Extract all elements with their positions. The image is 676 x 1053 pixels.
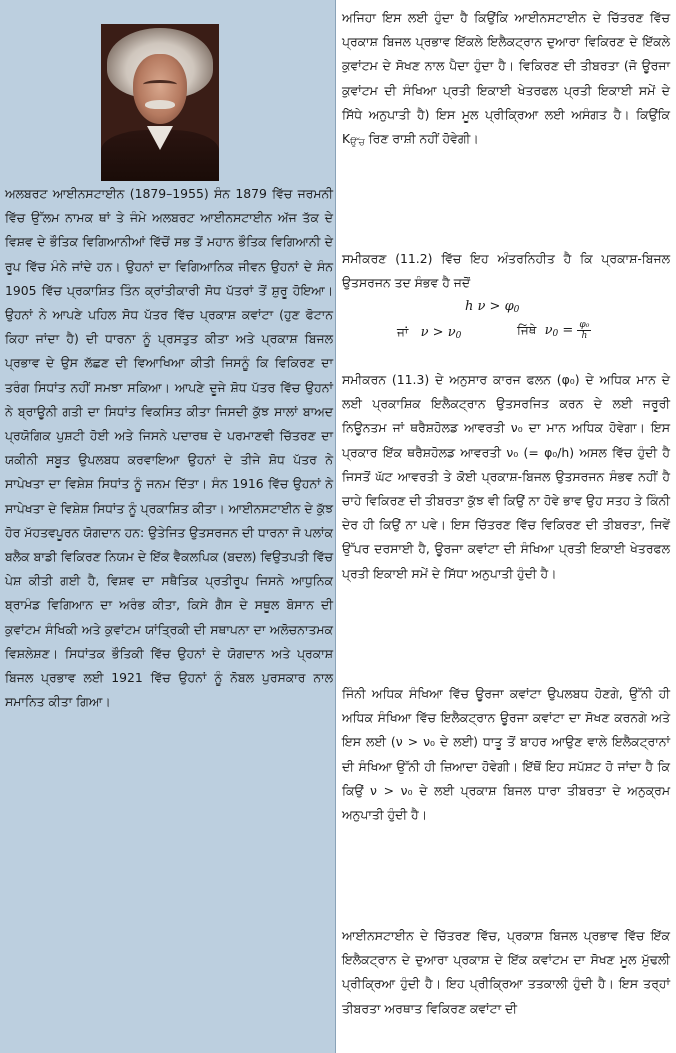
portrait-eyes xyxy=(143,80,177,89)
paragraph-intensity-end: ਰਿਣ ਰਾਸ਼ੀ ਨਹੀਂ ਹੋਵੇਗੀ। xyxy=(364,131,479,147)
formula-h-nu-sub: 0 xyxy=(513,305,520,315)
formula-where-eq: = xyxy=(562,323,574,338)
paragraph-quanta-number: ਜਿੰਨੀ ਅਧਿਕ ਸੰਖਿਆ ਵਿੱਚ ਊਰਜਾ ਕਵਾਂਟਾ ਉਪਲਬਧ ਹੋਣਗੇ, ਉੱਨੀ ਹੀ ਅਧਿਕ ਸੰਖਿਆ ਵਿੱਚ ਇਲੈਕਟ੍ਰਾਨ ਊਰਜਾ ਕਵਾਂਟਾ ਦਾ ਸੋਖਣ ਕਰਨਗੇ ਅਤੇ ਇਸ ਲਈ (ν > ν₀ ਦੇ ਲਈ) ਧਾਤੂ ਤੋਂ ਬਾਹਰ ਆਉਣ ਵਾਲੇ ਇਲੈਕਟ੍ਰਾਨਾਂ ਦੀ ਸੰਖਿਆ ਉੱਨੀ ਹੀ ਜ਼ਿਆਦਾ ਹੋਵੇਗੀ। ਇੱਥੋਂ ਇਹ ਸਪੱਸ਼ਟ ਹੋ ਜਾਂਦਾ ਹੈ ਕਿ ਕਿਉਂ ν > ν₀ ਦੇ ਲਈ ਪ੍ਰਕਾਸ਼ ਬਿਜਲ ਧਾਰਾ ਤੀਬਰਤਾ ਦੇ ਅਨੁਕ੍ਰਮ ਅਨੁਪਾਤੀ ਹੁੰਦੀ ਹੈ। xyxy=(342,686,670,823)
formula-where-lhs: ν xyxy=(544,323,553,338)
formula-fraction xyxy=(577,320,591,341)
fraction-numerator: φ₀ xyxy=(579,320,590,330)
albert-einstein-portrait xyxy=(101,24,219,181)
paragraph-threshold: ਸਮੀਕਰਨ (11.3) ਦੇ ਅਨੁਸਾਰ ਕਾਰਜ ਫਲਨ (φ₀) ਦੇ ਅਧਿਕ ਮਾਨ ਦੇ ਲਈ ਪ੍ਰਕਾਸ਼ਿਕ ਇਲੈਕਟ੍ਰਾਨ ਉਤਸਰਜਿਤ ਕਰਨ ਦੇ ਲਈ ਜਰੂਰੀ ਨਿਊਨਤਮ ਜਾਂ ਥਰੈਸ਼ਹੋਲਡ ਆਵਰਤੀ ν₀ ਦਾ ਮਾਨ ਅਧਿਕ ਹੋਵੇਗਾ। ਇਸ ਪ੍ਰਕਾਰ ਇੱਕ ਥਰੈਸ਼ਹੋਲਡ ਆਵਰਤੀ ν₀ (= φ₀/h) ਅਸਲ ਵਿੱਚ ਹੁੰਦੀ ਹੈ ਜਿਸਤੋਂ ਘੱਟ ਆਵਰਤੀ ਤੇ ਕੋਈ ਪ੍ਰਕਾਸ਼-ਬਿਜਲ ਉਤਸਰਜਨ ਸੰਭਵ ਨਹੀਂ ਹੈ ਚਾਹੇ ਵਿਕਿਰਣ ਦੀ ਤੀਬਰਤਾ ਕੁੱਝ ਵੀ ਕਿਉਂ ਨਾ ਹੋਵੇ ਭਾਵ ਉਹ ਸਤਹ ਤੇ ਕਿੰਨੀ ਦੇਰ ਹੀ ਕਿਉਂ ਨਾ ਪਵੇ। ਇਸ ਚਿੱਤਰਣ ਵਿੱਚ ਵਿਕਿਰਣ ਦੀ ਤੀਬਰਤਾ, ਜਿਵੇਂ ਉੱਪਰ ਦਰਸਾਈ ਹੈ, ਊਰਜਾ ਕਵਾਂਟਾ ਦੀ ਸੰਖਿਆ ਪ੍ਰਤੀ ਇਕਾਈ ਖੇਤਰਫਲ ਪ੍ਰਤੀ ਇਕਾਈ ਸਮੇਂ ਦੇ ਸਿੱਧਾ ਅਨੁਪਾਤੀ ਹੁੰਦੀ ਹੈ। xyxy=(342,372,670,581)
formula-nu-threshold xyxy=(397,325,461,341)
formula-where-lhs-sub: 0 xyxy=(552,329,559,339)
paragraph-intensity-text: ਅਜਿਹਾ ਇਸ ਲਈ ਹੁੰਦਾ ਹੈ ਕਿਉਂਕਿ ਆਈਨਸਟਾਈਨ ਦੇ ਚਿੱਤਰਣ ਵਿੱਚ ਪ੍ਰਕਾਸ਼ ਬਿਜਲ ਪ੍ਰਭਾਵ ਇੱਕਲੇ ਇਲੈਕਟ੍ਰਾਨ ਦੁਆਰਾ ਵਿਕਿਰਣ ਦੇ ਇੱਕਲੇ ਕੁਵਾਂਟਮ ਦੇ ਸੋਖਣ ਨਾਲ ਪੈਦਾ ਹੁੰਦਾ ਹੈ। ਵਿਕਿਰਣ ਦੀ ਤੀਬਰਤਾ (ਜੋ ਊਰਜਾ ਕੁਵਾਂਟਮ ਦੀ ਸੰਖਿਆ ਪ੍ਰਤੀ ਇਕਾਈ ਖੇਤਰਫਲ ਪ੍ਰਤੀ ਇਕਾਈ ਸਮੇਂ ਦੇ ਸਿੱਧੇ ਅਨੁਪਾਤੀ ਹੈ) ਇਸ ਮੂਲ ਪ੍ਰੀਕ੍ਰਿਆ ਲਈ ਅਸੰਗਤ ਹੈ। ਕਿਉਂਕਿ K xyxy=(342,10,670,147)
biography-paragraph: ਅਲਬਰਟ ਆਈਨਸਟਾਈਨ (1879–1955) ਸੰਨ 1879 ਵਿੱਚ ਜਰਮਨੀ ਵਿੱਚ ਉੱਲਮ ਨਾਮਕ ਥਾਂ ਤੇ ਜੰਮੇ ਅਲਬਰਟ ਆਈਨਸਟਾਈਨ ਅੱਜ ਤੱਕ ਦੇ ਵਿਸ਼ਵ ਦੇ ਭੌਤਿਕ ਵਿਗਿਆਨੀਆਂ ਵਿੱਚੋਂ ਸਭ ਤੋਂ ਮਹਾਨ ਭੌਤਿਕ ਵਿਗਿਆਨੀ ਦੇ ਰੂਪ ਵਿੱਚ ਮੰਨੇ ਜਾਂਦੇ ਹਨ। ਉਹਨਾਂ ਦਾ ਵਿਗਿਆਨਿਕ ਜੀਵਨ ਉਹਨਾਂ ਦੇ ਸੰਨ 1905 ਵਿੱਚ ਪ੍ਰਕਾਸ਼ਿਤ ਤਿੰਨ ਕ੍ਰਾਂਤੀਕਾਰੀ ਸੋਧ ਪੱਤਰਾਂ ਤੋਂ ਸ਼ੁਰੂ ਹੋਇਆ। ਉਹਨਾਂ ਨੇ ਆਪਣੇ ਪਹਿਲ ਸੋਧ ਪੱਤਰ ਵਿੱਚ ਪ੍ਰਕਾਸ਼ ਕਵਾਂਟਾ (ਹੁਣ ਫੋਟਾਨ ਕਿਹਾ ਜਾਂਦਾ ਹੈ) ਦੀ ਧਾਰਨਾ ਨੂੰ ਪ੍ਰਸਤੁਤ ਕੀਤਾ ਅਤੇ ਪ੍ਰਕਾਸ਼ ਬਿਜਲ ਪ੍ਰਭਾਵ ਦੇ ਉਸ ਲੱਛਣ ਦੀ ਵਿਆਖਿਆ ਕੀਤੀ ਜਿਸਨੂੰ ਕਿ ਵਿਕਿਰਣ ਦਾ ਤਰੰਗ ਸਿਧਾਂਤ ਨਹੀਂ ਸਮਝਾ ਸਕਿਆ। ਆਪਣੇ ਦੂਜੇ ਸ਼ੋਧ ਪੱਤਰ ਵਿੱਚ ਉਹਨਾਂ ਨੇ ਬ੍ਰਾਊਨੀ ਗਤੀ ਦਾ ਸਿਧਾਂਤ ਵਿਕਸਿਤ ਕੀਤਾ ਜਿਸਦੀ ਕੁੱਝ ਸਾਲਾਂ ਬਾਅਦ ਪ੍ਰਯੋਗਿਕ ਪੁਸ਼ਟੀ ਹੋਈ ਅਤੇ ਜਿਸਨੇ ਪਦਾਰਥ ਦੇ ਪਰਮਾਣਵੀ ਚਿੱਤਰਣ ਦਾ ਯਕੀਨੀ ਸਬੂਤ ਉਪਲਬਧ ਕਰਵਾਇਆ ਉਹਨਾਂ ਦੇ ਤੀਜੇ ਸ਼ੋਧ ਪੱਤਰ ਨੇ ਸਾਪੇਖਤਾ ਦਾ ਵਿਸ਼ੇਸ਼ ਸਿਧਾਂਤ ਨੂੰ ਜਨਮ ਦਿੱਤਾ। ਸੰਨ 1916 ਵਿੱਚ ਉਹਨਾਂ ਨੇ ਸਾਪੇਖਤਾ ਦੇ ਵਿਸ਼ੇਸ਼ ਸਿਧਾਂਤ ਨੂੰ ਪ੍ਰਕਾਸ਼ਿਤ ਕੀਤਾ। ਆਈਨਸਟਾਈਨ ਦੇ ਕੁੱਝ ਹੋਰ ਮੱਹਤਵਪੂਰਨ ਯੋਗਦਾਨ ਹਨ: ਉਤੇਜਿਤ ਉਤਸਰਜਨ ਦੀ ਧਾਰਨਾ ਜੋ ਪਲਾਂਕ ਬਲੈਕ ਬਾਡੀ ਵਿਕਿਰਣ ਨਿਯਮ ਦੇ ਇੱਕ ਵੈਕਲਪਿਕ (ਬਦਲ) ਵਿਉਤਪਤੀ ਵਿੱਚ ਪੇਸ਼ ਕੀਤੀ ਗਈ ਹੈ, ਵਿਸ਼ਵ ਦਾ ਸਥੈਤਿਕ ਪ੍ਰਤੀਰੂਪ ਜਿਸਨੇ ਆਧੁਨਿਕ ਬ੍ਰਾਮੰਡ ਵਿਗਿਆਨ ਦਾ ਅਰੰਭ ਕੀਤਾ, ਕਿਸੇ ਗੈਸ ਦੇ ਸਥੂਲ ਬੋਸਾਨ ਦੀ ਕੁਵਾਂਟਮ ਸੰਖਿਕੀ ਅਤੇ ਕੁਵਾਂਟਮ ਯਾਂਤ੍ਰਿਕੀ ਦੀ ਸਥਾਪਨਾ ਦਾ ਅਲੋਚਨਾਤਮਕ ਵਿਸ਼ਲੇਸ਼ਣ। ਸਿਧਾਂਤਕ ਭੌਤਿਕੀ ਵਿੱਚ ਉਹਨਾਂ ਦੇ ਯੋਗਦਾਨ ਅਤੇ ਪ੍ਰਕਾਸ਼ ਬਿਜਲ ਪ੍ਰਭਾਵ ਲਈ 1921 ਵਿੱਚ ਉਹਨਾਂ ਨੂੰ ਨੋਬਲ ਪੁਰਸਕਾਰ ਨਾਲ ਸਮਾਨਿਤ ਕੀਤਾ ਗਿਆ। xyxy=(5,186,333,710)
formula-h-nu-text: h ν > φ xyxy=(465,299,514,314)
k-subscript: ਉੱਚ xyxy=(350,138,365,149)
formula-where xyxy=(517,320,591,341)
formula-h-nu xyxy=(465,299,519,315)
formula-or-word: ਜਾਂ xyxy=(397,325,409,339)
paragraph-einstein-picture: ਆਈਨਸਟਾਈਨ ਦੇ ਚਿੱਤਰਣ ਵਿੱਚ, ਪ੍ਰਕਾਸ਼ ਬਿਜਲ ਪ੍ਰਭਾਵ ਵਿੱਚ ਇੱਕ ਇਲੈਕਟ੍ਰਾਨ ਦੇ ਦੁਆਰਾ ਪ੍ਰਕਾਸ਼ ਦੇ ਇੱਕ ਕਵਾਂਟਮ ਦਾ ਸੋਖਣ ਮੂਲ ਮੁੱਢਲੀ ਪ੍ਰੀਕ੍ਰਿਆ ਹੁੰਦੀ ਹੈ। ਇਹ ਪ੍ਰੀਕ੍ਰਿਆ ਤਤਕਾਲੀ ਹੁੰਦੀ ਹੈ। ਇਸ ਤਰ੍ਹਾਂ ਤੀਬਰਤਾ ਅਰਥਾਤ ਵਿਕਿਰਣ ਕਵਾਂਟਾ ਦੀ xyxy=(342,928,670,1016)
right-column xyxy=(337,0,676,1053)
paragraph-intensity xyxy=(342,6,670,155)
einstein-biography-box xyxy=(0,0,336,1053)
portrait-face xyxy=(133,54,187,124)
portrait-moustache xyxy=(145,100,175,109)
fraction-denominator: h xyxy=(581,331,588,341)
formula-nu-sub: 0 xyxy=(455,331,462,341)
paragraph-equation-intro: ਸਮੀਕਰਣ (11.2) ਵਿੱਚ ਇਹ ਅੰਤਰਨਿਹੀਤ ਹੈ ਕਿ ਪ੍ਰਕਾਸ਼-ਬਿਜਲ ਉਤਸਰਜਨ ਤਦ ਸੰਭਵ ਹੈ ਜਦੋਂ xyxy=(342,251,670,291)
formula-where-word: ਜਿੱਥੇ xyxy=(517,323,537,337)
formula-nu-text: ν > ν xyxy=(420,325,456,340)
